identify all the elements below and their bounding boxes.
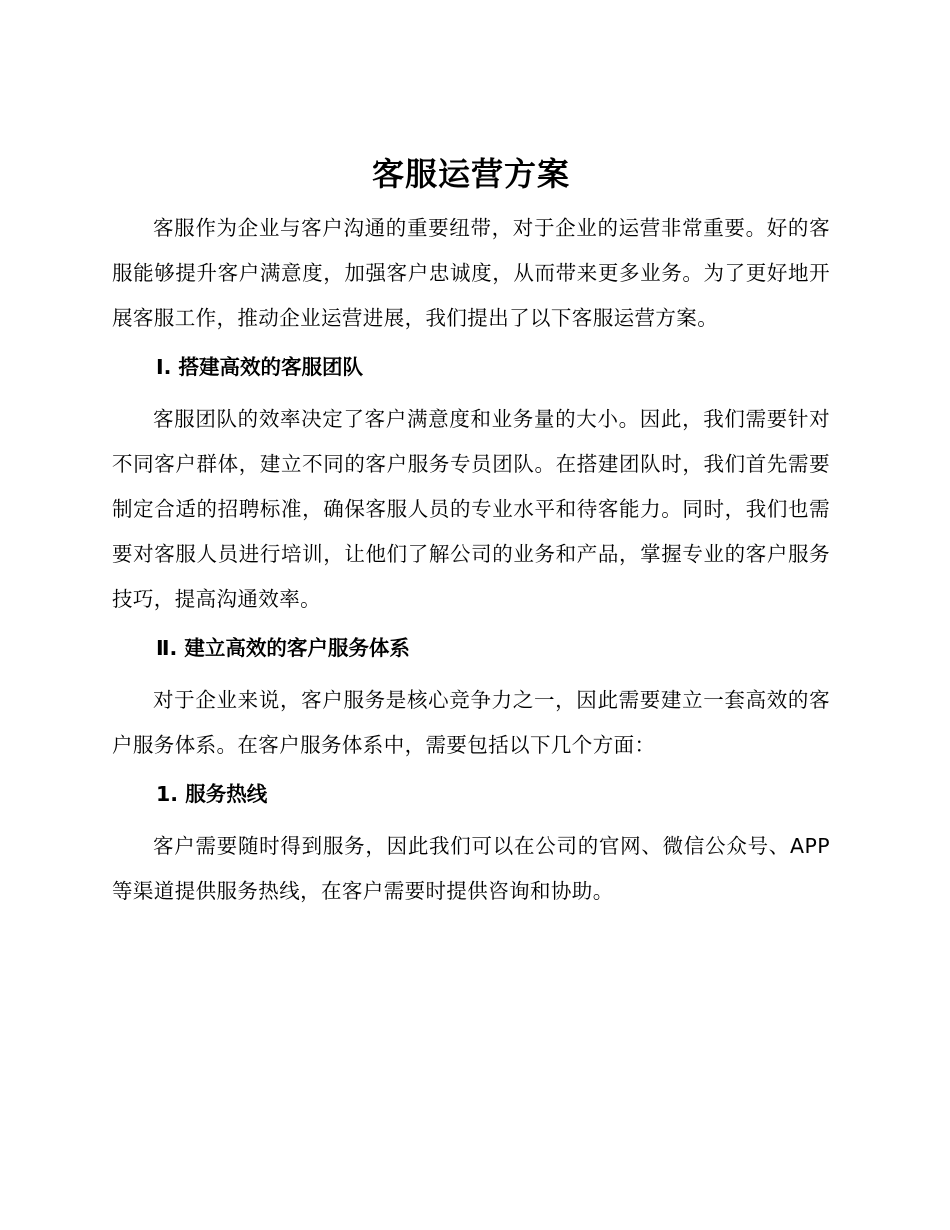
section-1-heading: Ⅰ. 搭建高效的客服团队 <box>156 355 364 379</box>
section-2-heading: Ⅱ. 建立高效的客户服务体系 <box>156 636 410 660</box>
document-title: 客服运营方案 <box>371 155 570 193</box>
section-3-paragraph: 客户需要随时得到服务，因此我们可以在公司的官网、微信公众号、APP 等渠道提供服务热线，在客户需要时提供咨询和协助。 <box>112 834 830 903</box>
section-3-heading: 1. 服务热线 <box>156 782 268 806</box>
section-1-paragraph: 客服团队的效率决定了客户满意度和业务量的大小。因此，我们需要针对不同客户群体，建立不同的客户服务专员团队。在搭建团队时，我们首先需要制定合适的招聘标准，确保客服人员的专业水平和待客能力。同时，我们也需要对客服人员进行培训，让他们了解公司的业务和产品，掌握专业的客户服务技巧，提高沟通效率。 <box>112 407 830 611</box>
intro-paragraph: 客服作为企业与客户沟通的重要纽带，对于企业的运营非常重要。好的客服能够提升客户满意度，加强客户忠诚度，从而带来更多业务。为了更好地开展客服工作，推动企业运营进展，我们提出了以下客服运营方案。 <box>112 216 830 330</box>
document-page <box>112 148 830 914</box>
section-2-paragraph: 对于企业来说，客户服务是核心竞争力之一，因此需要建立一套高效的客户服务体系。在客户服务体系中，需要包括以下几个方面： <box>112 688 830 757</box>
